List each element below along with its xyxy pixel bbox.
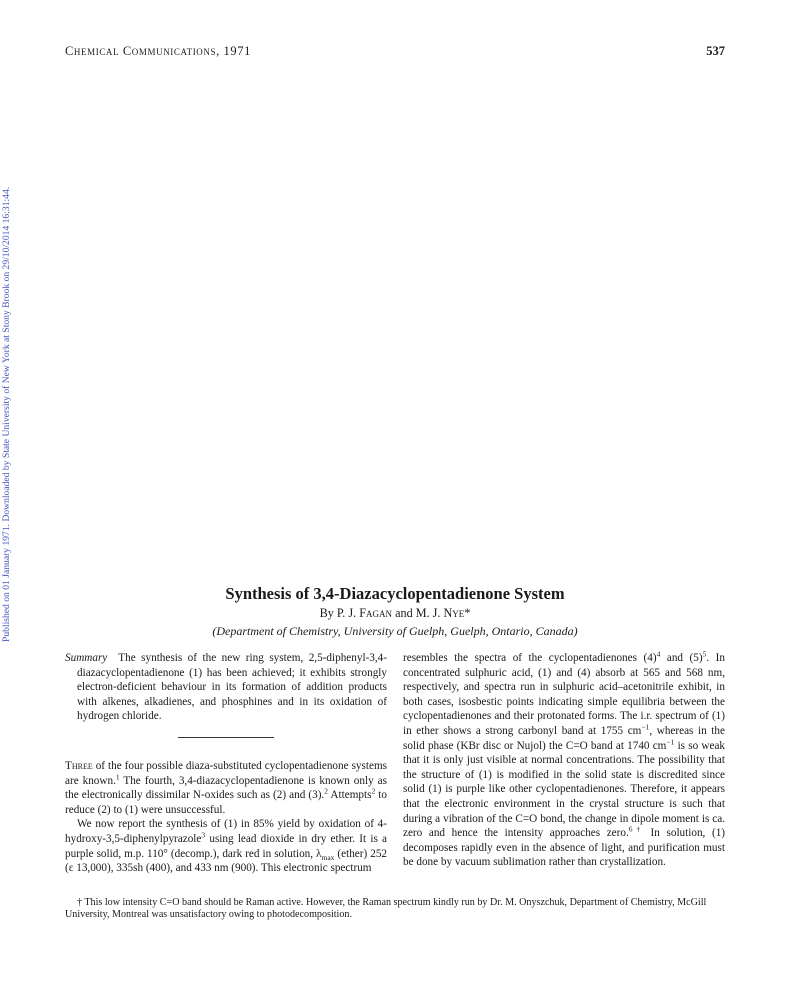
download-watermark-text: Published on 01 January 1971. Downloaded by State University of New York at Stony Brook on 29/10/2014 16:31:44. [1, 186, 12, 642]
body-text: and (5) [660, 652, 703, 664]
affiliation: (Department of Chemistry, University of Guelph, Guelph, Ontario, Canada) [212, 624, 578, 638]
body-text: resembles the spectra of the cyclopentadienones (4) [403, 652, 657, 664]
body-text: The fourth, 3,4-diazacyclopentadienone is known only as the electronically dissimilar N-oxides such as (2) and (3). [65, 774, 387, 802]
body-text: to reduce (2) to (1) were unsuccessful. [65, 789, 387, 816]
article-title: Synthesis of 3,4-Diazacyclopentadienone System [225, 584, 565, 603]
body-paragraph-3 [403, 651, 725, 870]
body-text: In solution, (1) decomposes rapidly even in the absence of light, and purification must be done by vacuum sublimation rather than crystallization. [403, 827, 726, 869]
right-column [403, 651, 725, 870]
lead-word: Three [65, 759, 93, 772]
reference-mark: 4 [656, 649, 661, 659]
summary-text: The synthesis of the new ring system, 2,5-diphenyl-3,4-diazacyclopentadienone (1) has been achieved; it exhibits strongly electron-deficient behaviour in its formation of addition products with alkenes, alkadienes, and phosphines and in its oxidation of hydrogen chloride. [77, 652, 387, 723]
byline-prefix: By [319, 606, 337, 620]
summary-label: Summary [65, 652, 108, 664]
reference-mark: 6† [628, 824, 644, 834]
body-text: (ether) 252 (ε 13,000), 335sh (400), and 433 nm (900). This electronic spectrum [65, 847, 388, 875]
reference-mark: 3 [201, 830, 206, 840]
reference-mark: 5 [702, 649, 707, 659]
body-text: We now report the synthesis of (1) in 85% yield by oxidation of 4-hydroxy-3,5-diphenylpyrazole [65, 818, 387, 845]
body-paragraph-1 [65, 759, 387, 817]
body-text: using lead dioxide in dry ether. It is a purple solid, m.p. 110° (decomp.), dark red in solution, λ [65, 832, 387, 860]
section-divider [178, 737, 274, 738]
body-text: of the four possible diaza-substituted cyclopentadienone systems are known. [65, 759, 387, 787]
download-watermark [2, 122, 20, 642]
page-number: 537 [706, 44, 725, 58]
byline [65, 606, 725, 621]
subscript-max: max [321, 852, 335, 862]
body-text: , whereas in the solid phase (KBr disc or Nujol) the C=O band at 1740 cm [403, 724, 725, 752]
footnote: † This low intensity C=O band should be Raman active. However, the Raman spectrum kindly run by Dr. M. Onyszchuk, Department of Chemistry, McGill University, Montreal was unsatisfactory owing to photodecomposition. [65, 897, 707, 921]
reference-mark: 2 [324, 786, 328, 796]
summary-paragraph [65, 651, 387, 724]
byline-and: and [392, 606, 416, 620]
journal-name: Chemical Communications, 1971 [65, 44, 251, 58]
running-head [65, 44, 725, 60]
superscript-unit: −1 [666, 736, 675, 746]
reference-mark: 1 [115, 771, 120, 781]
body-text: Attempts [327, 789, 372, 802]
reference-mark: 2 [371, 786, 376, 796]
author-fagan: P. J. Fagan [336, 606, 393, 620]
body-text: . In concentrated sulphuric acid, (1) and (4) absorb at 565 and 568 nm, respectively, and spectra run in sulphuric acid–acetonitrile exhibit, in both cases, isosbestic points indicating simple equilibria between the cyclopentadienones and their protonated forms. The i.r. spectrum of (1) in ether shows a strong carbonyl band at 1755 cm [403, 652, 725, 737]
author-nye: M. J. Nye* [415, 606, 471, 620]
body-paragraph-2 [65, 817, 387, 875]
left-column [65, 651, 387, 876]
body-text: is so weak that it is only just visible at normal concentrations. The possibility that the structure of (1) is modified in the solid state is discredited since solid (1) is purple like other cyclopentadienones. Therefore, it appears that the electronic environment in the crystal structure is such that during a vibration of the C=O bond, the change in dipole moment is ca. zero and hence the intensity approaches zero. [403, 739, 725, 840]
superscript-unit: −1 [641, 722, 650, 732]
